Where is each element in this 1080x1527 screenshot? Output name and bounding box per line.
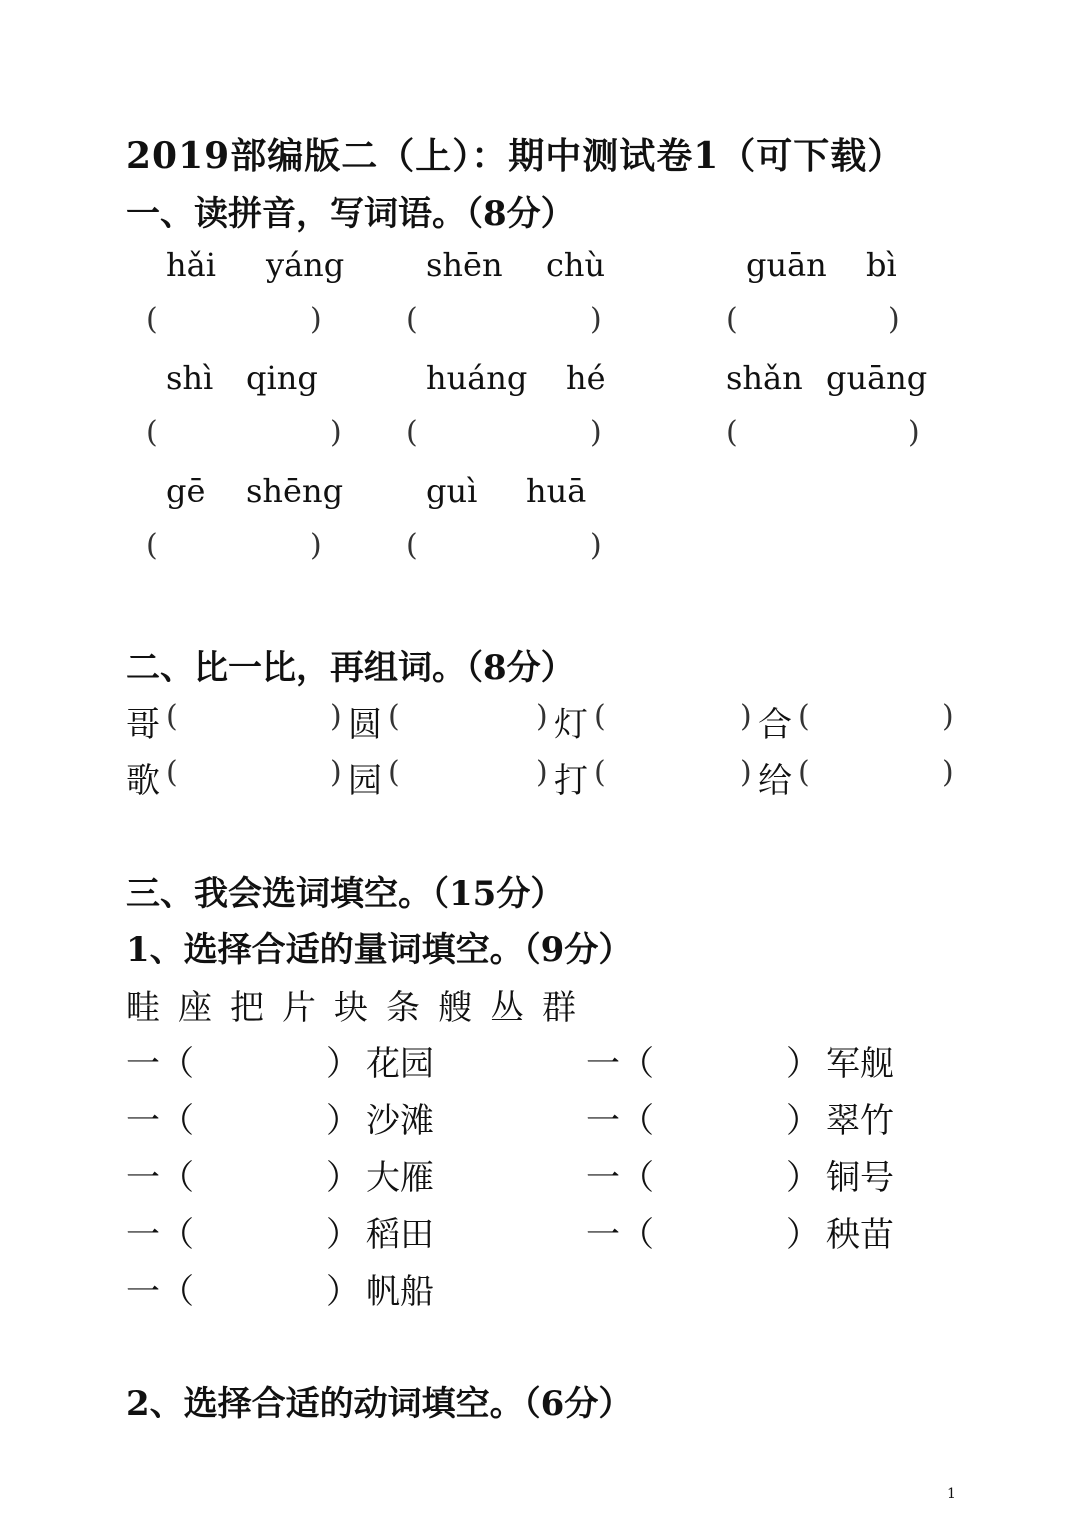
answer-paren-close: )	[330, 699, 342, 734]
noun-word: 翠竹	[826, 1101, 894, 1141]
noun-word: 铜号	[826, 1158, 894, 1198]
fill-prefix: 一（	[586, 1101, 654, 1141]
pinyin-text: guì	[426, 472, 478, 510]
answer-paren-close: )	[310, 528, 322, 563]
pinyin-text: qing	[246, 359, 318, 397]
fill-close: ）	[786, 1101, 820, 1141]
answer-paren-open: (	[594, 699, 606, 734]
answer-paren-open: (	[388, 699, 400, 734]
fill-prefix: 一（	[126, 1158, 194, 1198]
answer-paren-open: (	[406, 528, 418, 563]
pinyin-text: bì	[866, 246, 897, 284]
answer-paren-open: (	[166, 755, 178, 790]
answer-paren-close: )	[330, 415, 342, 450]
compare-char: 园	[348, 761, 382, 801]
fill-prefix: 一（	[126, 1101, 194, 1141]
compare-char: 合	[758, 705, 792, 745]
pinyin-text: guāng	[826, 359, 928, 397]
page-title: 2019部编版二（上）：期中测试卷1（可下载）	[126, 135, 905, 177]
fill-prefix: 一（	[126, 1272, 194, 1312]
fill-close: ）	[786, 1044, 820, 1084]
noun-word: 稻田	[366, 1215, 434, 1255]
section3-sub2-heading: 2、选择合适的动词填空。（6分）	[126, 1384, 633, 1424]
answer-paren-close: )	[310, 302, 322, 337]
answer-paren-open: (	[406, 415, 418, 450]
answer-paren-close: )	[740, 755, 752, 790]
fill-prefix: 一（	[586, 1215, 654, 1255]
pinyin-text: hǎi	[166, 246, 216, 284]
fill-prefix: 一（	[586, 1044, 654, 1084]
fill-close: ）	[326, 1215, 360, 1255]
pinyin-text: shēn	[426, 246, 503, 284]
answer-paren-open: (	[798, 755, 810, 790]
noun-word: 秧苗	[826, 1215, 894, 1255]
section1-heading: 一、读拼音，写词语。（8分）	[126, 194, 575, 234]
pinyin-text: guān	[746, 246, 827, 284]
answer-paren-close: )	[908, 415, 920, 450]
compare-char: 灯	[554, 705, 588, 745]
answer-paren-close: )	[590, 528, 602, 563]
fill-prefix: 一（	[126, 1215, 194, 1255]
pinyin-text: chù	[546, 246, 606, 284]
fill-close: ）	[326, 1272, 360, 1312]
fill-close: ）	[326, 1101, 360, 1141]
pinyin-text: yáng	[266, 246, 345, 284]
fill-close: ）	[326, 1044, 360, 1084]
answer-paren-close: )	[330, 755, 342, 790]
compare-char: 歌	[126, 761, 160, 801]
answer-paren-open: (	[594, 755, 606, 790]
noun-word: 军舰	[826, 1044, 894, 1084]
answer-paren-close: )	[536, 699, 548, 734]
page-number: 1	[947, 1486, 956, 1502]
noun-word: 花园	[366, 1044, 434, 1084]
answer-paren-open: (	[798, 699, 810, 734]
fill-prefix: 一（	[586, 1158, 654, 1198]
pinyin-text: huáng	[426, 359, 528, 397]
answer-paren-open: (	[388, 755, 400, 790]
answer-paren-open: (	[726, 415, 738, 450]
pinyin-text: hé	[566, 359, 606, 397]
answer-paren-open: (	[146, 415, 158, 450]
pinyin-text: shǎn	[726, 359, 803, 397]
measure-word-list: 畦座把片块条艘丛群	[126, 988, 594, 1028]
answer-paren-open: (	[406, 302, 418, 337]
pinyin-text: shì	[166, 359, 214, 397]
noun-word: 帆船	[366, 1272, 434, 1312]
answer-paren-close: )	[740, 699, 752, 734]
answer-paren-close: )	[590, 302, 602, 337]
pinyin-text: gē	[166, 472, 206, 510]
section3-sub1-heading: 1、选择合适的量词填空。（9分）	[126, 930, 633, 970]
compare-char: 圆	[348, 705, 382, 745]
answer-paren-open: (	[166, 699, 178, 734]
fill-prefix: 一（	[126, 1044, 194, 1084]
answer-paren-open: (	[146, 528, 158, 563]
answer-paren-close: )	[942, 755, 954, 790]
pinyin-text: shēng	[246, 472, 344, 510]
fill-close: ）	[326, 1158, 360, 1198]
answer-paren-close: )	[536, 755, 548, 790]
fill-close: ）	[786, 1215, 820, 1255]
fill-close: ）	[786, 1158, 820, 1198]
pinyin-text: huā	[526, 472, 587, 510]
answer-paren-open: (	[146, 302, 158, 337]
answer-paren-open: (	[726, 302, 738, 337]
section3-heading: 三、我会选词填空。（15分）	[126, 874, 565, 914]
compare-char: 哥	[126, 705, 160, 745]
answer-paren-close: )	[942, 699, 954, 734]
compare-char: 给	[758, 761, 792, 801]
noun-word: 大雁	[366, 1158, 434, 1198]
answer-paren-close: )	[888, 302, 900, 337]
compare-char: 打	[554, 761, 588, 801]
answer-paren-close: )	[590, 415, 602, 450]
noun-word: 沙滩	[366, 1101, 434, 1141]
section2-heading: 二、比一比，再组词。（8分）	[126, 648, 575, 688]
